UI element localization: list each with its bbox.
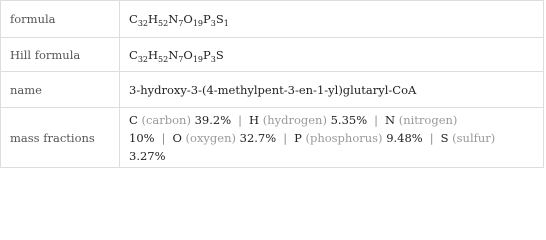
formula-row	[1, 1, 544, 38]
separator: |	[283, 130, 288, 145]
hill-o: $O_{19}$	[183, 47, 203, 64]
hill-p: $P_3$	[203, 47, 216, 64]
hill-formula-value	[120, 38, 544, 72]
separator: |	[429, 130, 434, 145]
hill-formula-row	[1, 38, 544, 72]
mass-fraction-nitrogen: N (nitrogen) 10%	[129, 112, 458, 145]
formula-s: $S_1$	[215, 12, 229, 28]
hill-formula-label: Hill formula	[1, 38, 120, 72]
hill-h: $H_{52}$	[148, 47, 169, 64]
formula-value	[120, 1, 544, 38]
formula-n: $N_7$	[168, 12, 184, 28]
formula-o: $O_{19}$	[183, 12, 203, 28]
mass-fraction-oxygen: O (oxygen) 32.7%	[172, 130, 277, 145]
name-value: 3-hydroxy-3-(4-methylpent-3-en-1-yl)glutaryl-CoA	[120, 72, 544, 108]
name-row	[1, 72, 544, 108]
separator: |	[161, 130, 166, 145]
mass-fraction-hydrogen: H (hydrogen) 5.35%	[249, 112, 368, 127]
mass-fractions-row	[1, 108, 544, 168]
hill-s: S	[215, 47, 224, 62]
hill-n: $N_7$	[168, 47, 184, 64]
hill-c: $C_{32}$	[129, 47, 148, 64]
mass-fraction-carbon: C (carbon) 39.2%	[129, 112, 232, 127]
name-label: name	[1, 72, 120, 108]
formula-p: $P_3$	[203, 12, 216, 28]
mass-fractions-value	[120, 108, 544, 168]
mass-fractions-label: mass fractions	[1, 108, 120, 168]
formula-label: formula	[1, 1, 120, 38]
mass-fraction-phosphorus: P (phosphorus) 9.48%	[294, 130, 423, 145]
separator: |	[238, 112, 243, 127]
separator: |	[374, 112, 379, 127]
formula-h: $H_{52}$	[148, 12, 169, 28]
formula-c: $C_{32}$	[129, 12, 148, 28]
mass-fraction-sulfur: S (sulfur) 3.27%	[129, 130, 496, 163]
